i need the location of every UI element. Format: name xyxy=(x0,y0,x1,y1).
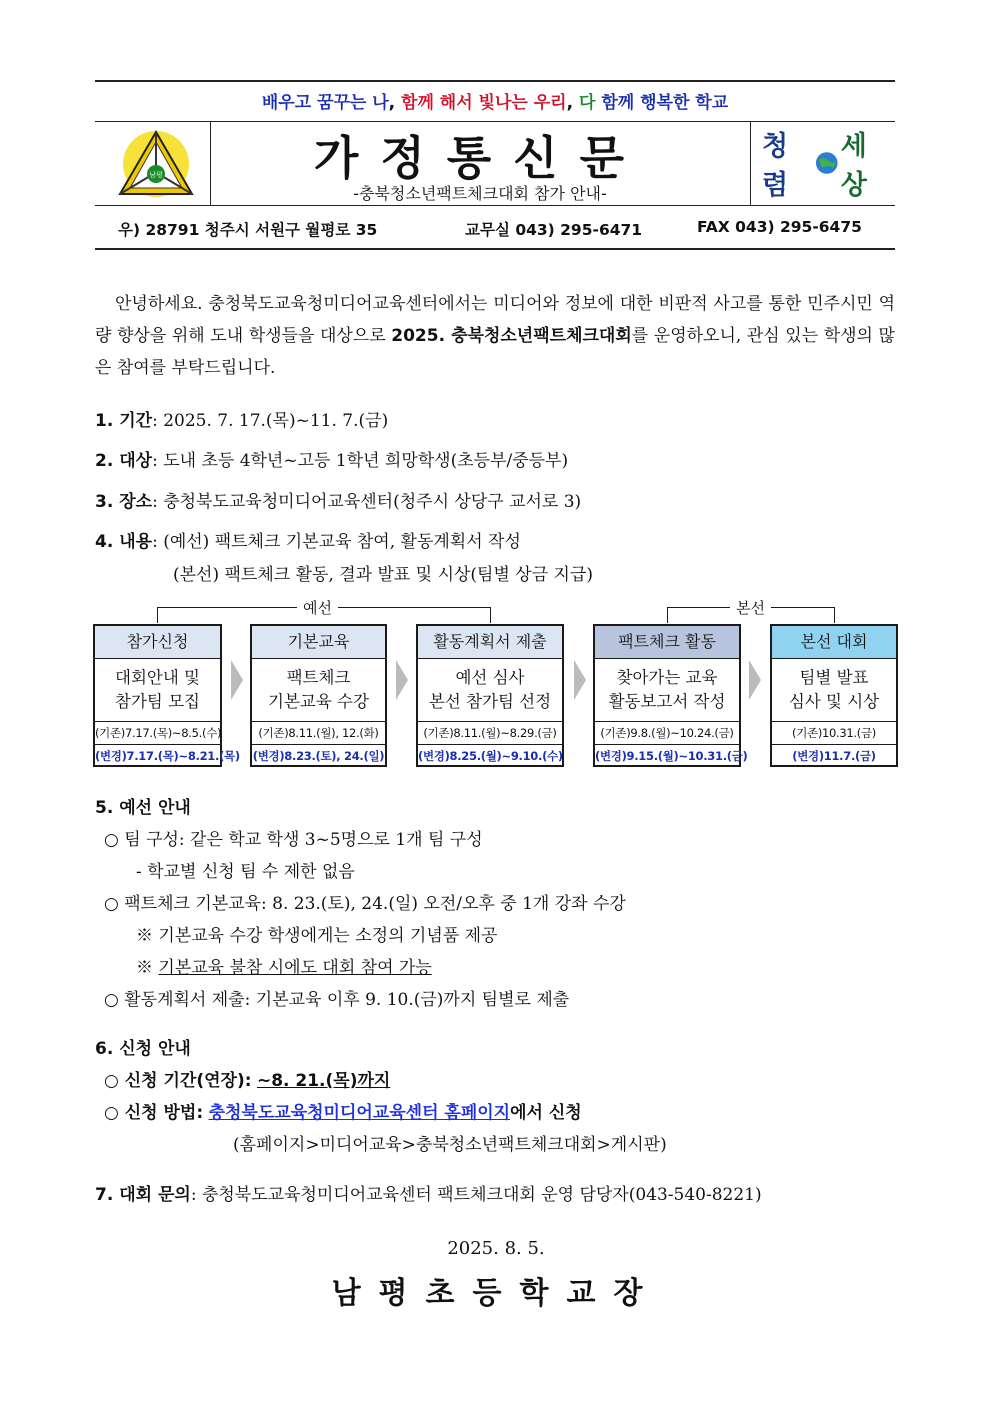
intro-paragraph xyxy=(95,288,895,384)
flow-step-apply xyxy=(93,624,240,767)
flow-step-basic-edu xyxy=(250,624,387,767)
flow-step-final xyxy=(770,624,898,767)
issue-date: 2025. 8. 5. xyxy=(447,1238,545,1259)
sec5-line-1: ○ 팀 구성: 같은 학교 학생 3~5명으로 1개 팀 구성 xyxy=(104,830,483,850)
section-7-text: : 충청북도교육청미디어교육센터 팩트체크대회 운영 담당자(043-540-8221) xyxy=(190,1185,762,1205)
step-changed-date: (변경)7.17.(목)~8.21.(목) xyxy=(95,749,240,763)
step-changed-date: (변경)9.15.(월)~10.31.(금) xyxy=(595,749,748,763)
motto-part-2: 함께 해서 빛나는 우리 xyxy=(401,93,567,113)
sec6-line-1 xyxy=(104,1066,390,1091)
motto-part-1: 배우고 꿈꾸는 나 xyxy=(261,93,389,113)
sec5-line-4: ※ 기본교육 수강 학생에게는 소정의 기념품 제공 xyxy=(136,926,498,946)
bonseon-label: 본선 xyxy=(730,597,771,618)
item-content xyxy=(95,527,521,552)
office-phone: 교무실 043) 295-6471 xyxy=(465,221,643,239)
page-title: 가정통신문 xyxy=(313,131,647,185)
step-original-date: (기존)10.31.(금) xyxy=(772,722,896,745)
flow-arrow-icon xyxy=(396,660,408,700)
step-content xyxy=(252,659,385,722)
item-text: : 2025. 7. 17.(목)~11. 7.(금) xyxy=(152,411,389,431)
item-place xyxy=(95,487,581,512)
step-changed-date: (변경)8.25.(월)~9.10.(수) xyxy=(418,749,563,763)
school-motto xyxy=(95,88,895,113)
header-divider-right xyxy=(750,121,751,205)
principal-name: 남평초등학교장 xyxy=(331,1276,661,1311)
section-7 xyxy=(95,1180,762,1205)
step-original-date: (기존)8.11.(월), 12.(화) xyxy=(252,722,385,745)
item-content-line2: (본선) 팩트체크 활동, 결과 발표 및 시상(팀별 상금 지급) xyxy=(173,565,594,585)
step-original-date: (기존)9.8.(월)~10.24.(금) xyxy=(595,722,739,745)
section-6-title: 6. 신청 안내 xyxy=(95,1039,191,1059)
item-text: : 충청북도교육청미디어교육센터(청주시 상당구 교서로 3) xyxy=(152,492,582,512)
apply-period-value: ~8. 21.(목)까지 xyxy=(256,1071,391,1091)
step-original-date: (기존)8.11.(월)~8.29.(금) xyxy=(418,722,562,745)
top-rule xyxy=(95,80,895,82)
school-address: 우) 28791 청주시 서원구 월평로 35 xyxy=(118,221,378,239)
step-content xyxy=(95,659,220,722)
sec5-line-3: ○ 팩트체크 기본교육: 8. 23.(토), 24.(일) 오전/오후 중 1개 강좌 수강 xyxy=(104,894,626,914)
step-title: 활동계획서 제출 xyxy=(418,626,562,659)
section-5-title: 5. 예선 안내 xyxy=(95,798,191,818)
svg-text:남평: 남평 xyxy=(149,171,163,179)
step-line-1: 팩트체크 xyxy=(286,668,351,687)
flow-arrow-icon xyxy=(574,660,586,700)
item-target xyxy=(95,446,568,471)
step-content xyxy=(772,659,896,722)
step-content xyxy=(595,659,739,722)
step-line-1: 팀별 발표 xyxy=(799,668,869,687)
flow-arrow-icon xyxy=(231,660,243,700)
item-label: 4. 내용 xyxy=(95,532,153,552)
step-content xyxy=(418,659,562,722)
step-changed-date: (변경)11.7.(금) xyxy=(792,749,876,763)
step-line-1: 찾아가는 교육 xyxy=(616,668,718,687)
step-line-2: 심사 및 시상 xyxy=(788,692,880,711)
header-rule-2 xyxy=(95,205,895,206)
flow-step-factcheck xyxy=(593,624,748,767)
step-line-1: 대회안내 및 xyxy=(115,668,200,687)
note-underlined: 기본교육 불참 시에도 대회 참여 가능 xyxy=(158,958,432,978)
step-original-date: (기존)7.17.(목)~8.5.(수) xyxy=(95,722,220,745)
slogan-left: 청렴 xyxy=(762,131,789,201)
item-period xyxy=(95,406,388,431)
globe-icon xyxy=(814,150,840,176)
sec6-line-3: (홈페이지>미디어교육>충북청소년팩트체크대회>게시판) xyxy=(233,1135,667,1155)
apply-period-label: ○ 신청 기간(연장): xyxy=(104,1071,252,1091)
step-title: 기본교육 xyxy=(252,626,385,659)
homepage-link[interactable]: 충청북도교육청미디어교육센터 홈페이지 xyxy=(208,1103,511,1123)
sec5-line-2: - 학교별 신청 팀 수 제한 없음 xyxy=(136,862,355,882)
item-label: 1. 기간 xyxy=(95,411,153,431)
step-changed-date: (변경)8.23.(토), 24.(일) xyxy=(252,749,385,763)
step-line-2: 활동보고서 작성 xyxy=(608,692,726,711)
apply-method-tail: 에서 신청 xyxy=(510,1103,582,1123)
intro-bold: 2025. 충북청소년팩트체크대회 xyxy=(391,326,632,346)
item-text: : (예선) 팩트체크 기본교육 참여, 활동계획서 작성 xyxy=(152,532,521,552)
apply-method-label: ○ 신청 방법: xyxy=(104,1103,204,1123)
flow-step-plan xyxy=(416,624,564,767)
slogan-right: 세상 xyxy=(840,131,867,201)
integrity-slogan-logo xyxy=(762,131,892,201)
step-title: 참가신청 xyxy=(95,626,220,659)
motto-part-4: 함께 행복한 학교 xyxy=(601,93,729,113)
page-subtitle: -충북청소년팩트체크대회 참가 안내- xyxy=(353,184,607,203)
intro-text: 안녕하세요. 충청북도교육청미디어교육센터에서는 미디어와 정보에 대한 비판적 사고를 통한 민주시민 역량 향상을 위해 도내 학생들을 대상으로 xyxy=(95,294,895,346)
flow-arrow-icon xyxy=(749,660,761,700)
step-title: 본선 대회 xyxy=(772,626,896,659)
item-label: 2. 대상 xyxy=(95,451,153,471)
step-title: 팩트체크 활동 xyxy=(595,626,739,659)
header-rule-3 xyxy=(95,248,895,250)
sec5-line-5 xyxy=(136,953,432,978)
item-label: 3. 장소 xyxy=(95,492,153,512)
step-line-2: 본선 참가팀 선정 xyxy=(428,692,552,711)
intro-tail: 를 운영하오니, 관심 있는 학생의 많은 참여를 부탁드립니다. xyxy=(95,326,895,378)
yeseon-label: 예선 xyxy=(297,597,338,618)
motto-comma-1: , xyxy=(388,93,396,113)
item-text: : 도내 초등 4학년~고등 1학년 희망학생(초등부/중등부) xyxy=(152,451,569,471)
fax-number: FAX 043) 295-6475 xyxy=(697,218,862,236)
step-line-1: 예선 심사 xyxy=(455,668,525,687)
note-mark: ※ xyxy=(136,958,153,978)
step-line-2: 참가팀 모집 xyxy=(115,692,200,711)
section-7-label: 7. 대회 문의 xyxy=(95,1185,191,1205)
motto-comma-2: , xyxy=(566,93,574,113)
sec5-line-6: ○ 활동계획서 제출: 기본교육 이후 9. 10.(금)까지 팀별로 제출 xyxy=(104,990,570,1010)
school-logo-icon xyxy=(110,128,202,200)
motto-part-3: 다 xyxy=(578,93,596,113)
step-line-2: 기본교육 수강 xyxy=(268,692,369,711)
sec6-line-2 xyxy=(104,1098,582,1123)
